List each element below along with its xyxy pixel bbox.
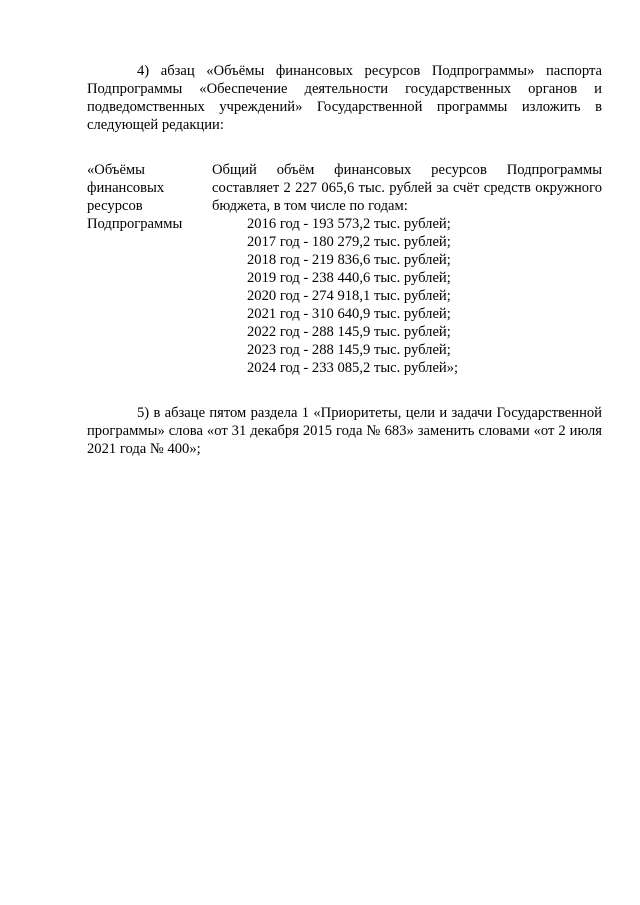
year-list — [212, 215, 602, 377]
passport-label-line: Подпрограммы — [87, 216, 183, 232]
document-page — [87, 62, 602, 458]
year-item: 2016 год - 193 573,2 тыс. рублей; — [247, 216, 451, 232]
year-item: 2022 год - 288 145,9 тыс. рублей; — [247, 324, 451, 340]
paragraph-4: 4) абзац «Объёмы финансовых ресурсов Подпрограммы» паспорта Подпрограммы «Обеспечение деятельности государственных органов и подведомственных учреждений» Государственной программы изложить в следующей редакции: — [87, 63, 602, 133]
year-item: 2023 год - 288 145,9 тыс. рублей; — [247, 342, 451, 358]
year-item: 2021 год - 310 640,9 тыс. рублей; — [247, 306, 451, 322]
paragraph-5: 5) в абзаце пятом раздела 1 «Приоритеты, цели и задачи Государственной программы» слова «от 31 декабря 2015 года № 683» заменить словами «от 2 июля 2021 года № 400»; — [87, 405, 602, 457]
year-item: 2020 год - 274 918,1 тыс. рублей; — [247, 288, 451, 304]
year-item: 2017 год - 180 279,2 тыс. рублей; — [247, 234, 451, 250]
passport-label-line: финансовых — [87, 180, 165, 196]
passport-row — [87, 161, 602, 377]
year-item: 2024 год - 233 085,2 тыс. рублей»; — [247, 360, 459, 376]
year-item: 2019 год - 238 440,6 тыс. рублей; — [247, 270, 451, 286]
year-item: 2018 год - 219 836,6 тыс. рублей; — [247, 252, 451, 268]
passport-label-line: «Объёмы — [87, 162, 145, 178]
passport-label-line: ресурсов — [87, 198, 143, 214]
passport-intro: Общий объём финансовых ресурсов Подпрограммы составляет 2 227 065,6 тыс. рублей за счёт средств окружного бюджета, в том числе по годам: — [212, 162, 602, 214]
passport-label — [87, 161, 212, 377]
passport-value — [212, 161, 602, 377]
